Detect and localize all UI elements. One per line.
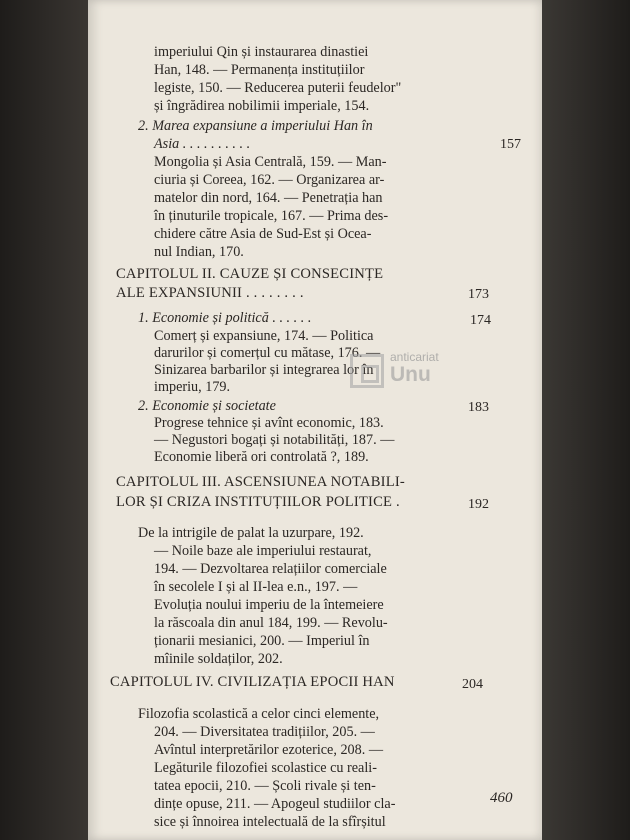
toc-line: mîinile soldaților, 202. [154, 651, 283, 667]
toc-line: 194. — Dezvoltarea relațiilor comerciale [154, 561, 387, 577]
toc-line: tatea epocii, 210. — Școli rivale și ten- [154, 778, 376, 794]
toc-line: ționarii mesianici, 200. — Imperiul în [154, 633, 370, 649]
toc-line: Legăturile filozofiei scolastice cu reali- [154, 760, 377, 776]
toc-line: 204. — Diversitatea tradițiilor, 205. — [154, 724, 375, 740]
toc-subsection: Asia . . . . . . . . . . [154, 136, 251, 152]
toc-line: ciuria și Coreea, 162. — Organizarea ar- [154, 172, 385, 188]
folio-page-number: 460 [490, 790, 513, 806]
toc-line: sice și înnoirea intelectuală de la sfîrșitul [154, 814, 386, 830]
toc-line: legiste, 150. — Reducerea puterii feudelor" [154, 80, 402, 96]
toc-line: imperiu, 179. [154, 379, 231, 395]
toc-page-number: 204 [462, 677, 483, 692]
toc-line: la răscoala din anul 184, 199. — Revolu- [154, 615, 388, 631]
toc-line: — Noile baze ale imperiului restaurat, [154, 543, 372, 559]
toc-chapter-heading: CAPITOLUL II. CAUZE ȘI CONSECINȚE [116, 266, 384, 282]
toc-line: și îngrădirea nobilimii imperiale, 154. [154, 98, 370, 114]
toc-subsection: 2. Economie și societate [138, 398, 276, 414]
toc-subsection: 1. Economie și politică . . . . . . [138, 310, 312, 326]
toc-line: Sinizarea barbarilor și integrarea lor în [154, 362, 374, 378]
toc-line: darurilor și comerțul cu mătase, 176. — [154, 345, 381, 361]
toc-line: Evoluția noului imperiu de la întemeiere [154, 597, 384, 613]
toc-line: imperiului Qin și instaurarea dinastiei [154, 44, 369, 60]
toc-line: Economie liberă ori controlată ?, 189. [154, 449, 369, 465]
toc-line: dințe opuse, 211. — Apogeul studiilor cla- [154, 796, 396, 812]
watermark-small-text: anticariat [390, 350, 439, 364]
toc-chapter-heading: LOR ȘI CRIZA INSTITUȚIILOR POLITICE . [116, 494, 400, 510]
toc-line: Avîntul interpretărilor ezoterice, 208. — [154, 742, 384, 758]
toc-line: De la intrigile de palat la uzurpare, 192. [138, 525, 364, 541]
watermark-big-text: Unu [390, 363, 431, 386]
watermark-icon [350, 354, 384, 388]
toc-line: în secolele I și al II-lea e.n., 197. — [154, 579, 358, 595]
toc-line: Progrese tehnice și avînt economic, 183. [154, 415, 384, 431]
toc-line: Han, 148. — Permanența instituțiilor [154, 62, 365, 78]
toc-subsection: 2. Marea expansiune a imperiului Han în [138, 118, 373, 134]
toc-chapter-heading: CAPITOLUL III. ASCENSIUNEA NOTABILI- [116, 474, 405, 490]
toc-line: chidere către Asia de Sud-Est și Ocea- [154, 226, 372, 242]
toc-page-number: 183 [468, 400, 489, 415]
book-edge-left [0, 0, 88, 840]
toc-line: — Negustori bogați și notabilități, 187. — [154, 432, 395, 448]
toc-page-number: 192 [468, 497, 489, 512]
toc-line: Mongolia și Asia Centrală, 159. — Man- [154, 154, 387, 170]
toc-line: matelor din nord, 164. — Penetrația han [154, 190, 383, 206]
toc-chapter-heading: ALE EXPANSIUNII . . . . . . . . [116, 285, 304, 301]
book-edge-right [542, 0, 630, 840]
toc-page-number: 173 [468, 287, 489, 302]
watermark-logo [350, 350, 480, 392]
toc-line: nul Indian, 170. [154, 244, 244, 260]
toc-chapter-heading: CAPITOLUL IV. CIVILIZAȚIA EPOCII HAN [110, 674, 395, 690]
toc-line: Comerț și expansiune, 174. — Politica [154, 328, 374, 344]
toc-page-number: 174 [470, 313, 491, 328]
book-page [88, 0, 542, 840]
toc-line: Filozofia scolastică a celor cinci elemente, [138, 706, 380, 722]
toc-page-number: 157 [500, 137, 521, 152]
toc-line: în ținuturile tropicale, 167. — Prima des- [154, 208, 389, 224]
